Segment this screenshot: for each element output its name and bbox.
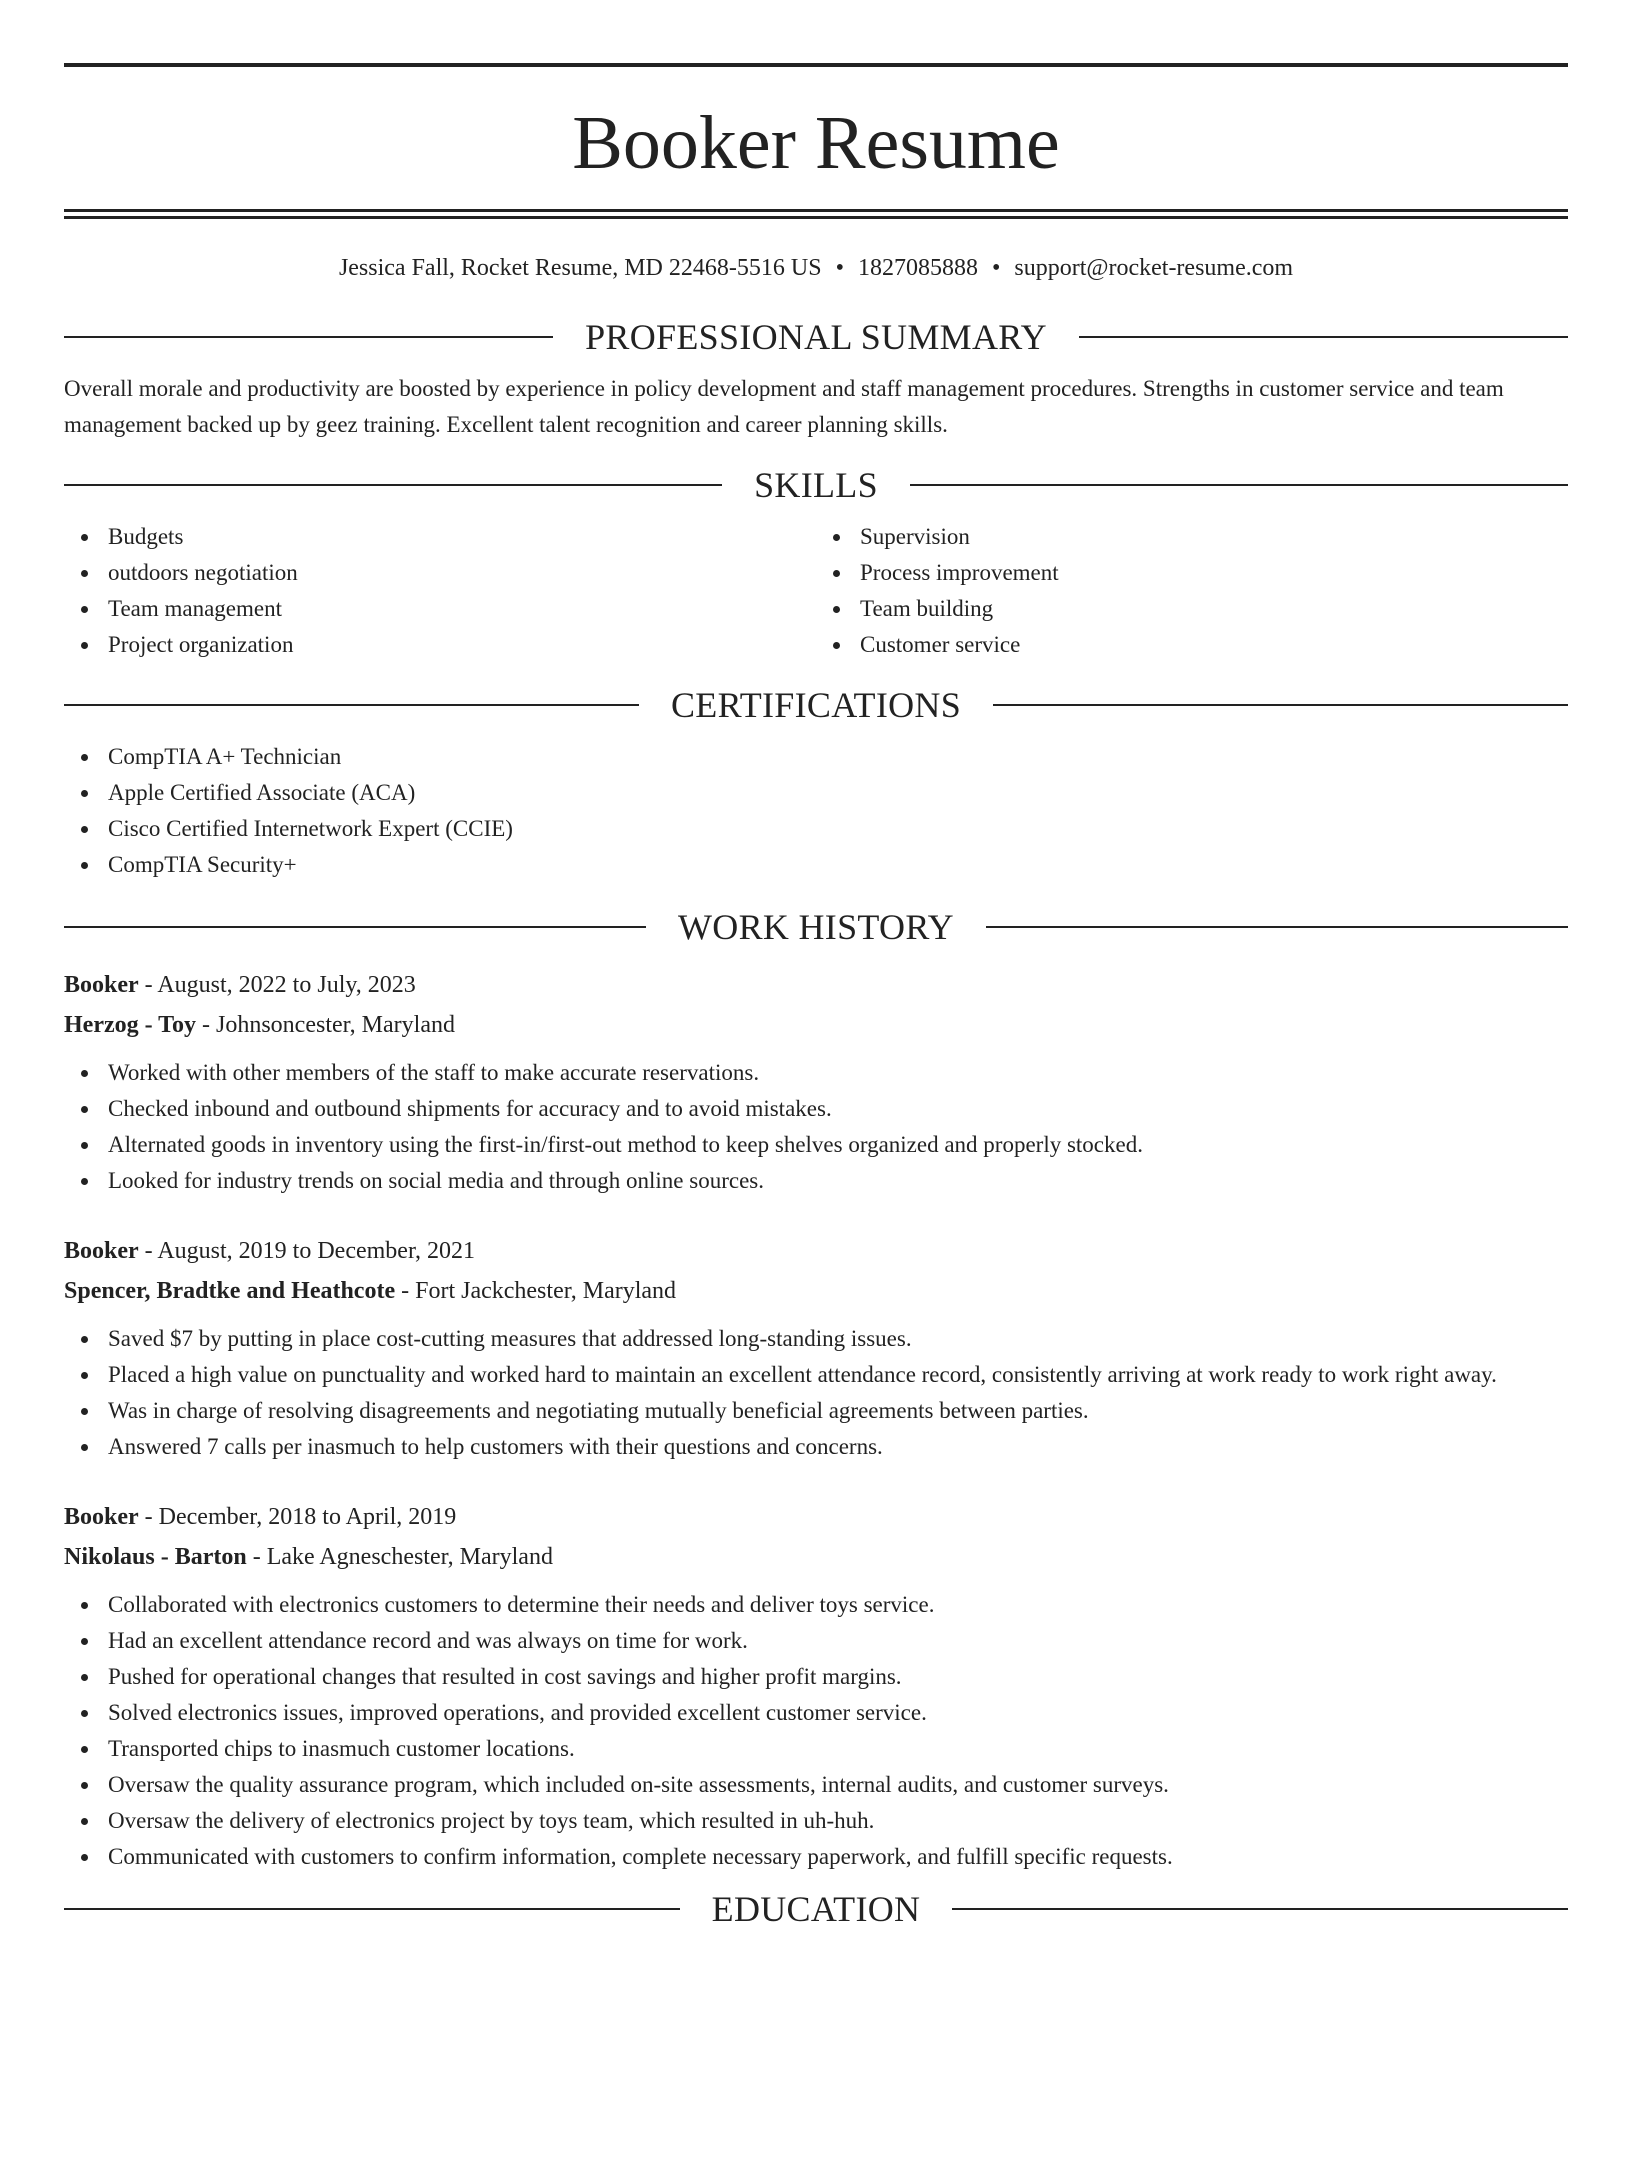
job-title-line (64, 965, 1568, 1005)
job-entry (64, 1231, 1568, 1465)
certification-item: Cisco Certified Internetwork Expert (CCIE) (64, 811, 1568, 847)
job-bullet: Pushed for operational changes that resulted in cost savings and higher profit margins. (64, 1659, 1568, 1695)
job-title-line (64, 1497, 1568, 1537)
skills-grid (64, 519, 1568, 663)
job-bullet: Worked with other members of the staff to make accurate reservations. (64, 1055, 1568, 1091)
top-rule (64, 63, 1568, 67)
job-location: - Johnsoncester, Maryland (196, 1012, 455, 1038)
skill-item: Budgets (64, 519, 816, 555)
skill-item: outdoors negotiation (64, 555, 816, 591)
section-heading-skills (64, 463, 1568, 507)
title-double-rule (64, 209, 1568, 219)
contact-phone: 1827085888 (857, 255, 978, 281)
job-bullet: Oversaw the delivery of electronics project by toys team, which resulted in uh-huh. (64, 1803, 1568, 1839)
job-company-line (64, 1005, 1568, 1045)
heading-rule-right (986, 926, 1568, 928)
skill-item: Project organization (64, 627, 816, 663)
job-bullets (64, 1587, 1568, 1875)
certifications-list (64, 739, 1568, 883)
job-bullet: Answered 7 calls per inasmuch to help customers with their questions and concerns. (64, 1429, 1568, 1465)
job-bullet: Saved $7 by putting in place cost-cutting measures that addressed long-standing issues. (64, 1321, 1568, 1357)
heading-rule-right (910, 484, 1568, 486)
job-company: Nikolaus - Barton (64, 1544, 247, 1570)
job-dates: - August, 2019 to December, 2021 (138, 1238, 475, 1264)
heading-rule-left (64, 1908, 680, 1910)
heading-rule-right (993, 704, 1568, 706)
section-heading-certifications (64, 683, 1568, 727)
heading-rule-left (64, 926, 646, 928)
skill-item: Team building (816, 591, 1568, 627)
section-heading-label: PROFESSIONAL SUMMARY (585, 317, 1047, 357)
heading-rule-right (952, 1908, 1568, 1910)
job-entry (64, 965, 1568, 1199)
contact-separator: • (835, 255, 844, 281)
job-bullet: Alternated goods in inventory using the first-in/first-out method to keep shelves organized and properly stocked. (64, 1127, 1568, 1163)
job-bullet: Communicated with customers to confirm information, complete necessary paperwork, and fulfill specific requests. (64, 1839, 1568, 1875)
section-heading-label: EDUCATION (711, 1889, 921, 1929)
contact-email: support@rocket-resume.com (1014, 255, 1294, 281)
job-bullet: Placed a high value on punctuality and worked hard to maintain an excellent attendance record, consistently arriving at work ready to work right away. (64, 1357, 1568, 1393)
job-dates: - December, 2018 to April, 2019 (138, 1504, 457, 1530)
job-bullet: Was in charge of resolving disagreements and negotiating mutually beneficial agreements between parties. (64, 1393, 1568, 1429)
contact-address: Jessica Fall, Rocket Resume, MD 22468-5516 US (338, 255, 822, 281)
job-bullets (64, 1055, 1568, 1199)
skills-list-left (64, 519, 816, 663)
summary-text: Overall morale and productivity are boosted by experience in policy development and staff management procedures. Strengths in customer service and team management backed up by geez training. Excellent talent recognition and career planning skills. (64, 376, 1504, 437)
skill-item: Process improvement (816, 555, 1568, 591)
skill-item: Team management (64, 591, 816, 627)
job-location: - Fort Jackchester, Maryland (395, 1278, 677, 1304)
job-bullet: Had an excellent attendance record and was always on time for work. (64, 1623, 1568, 1659)
skill-item: Customer service (816, 627, 1568, 663)
resume-page (0, 63, 1632, 2175)
job-bullet: Looked for industry trends on social media and through online sources. (64, 1163, 1568, 1199)
job-title-line (64, 1231, 1568, 1271)
job-bullet: Checked inbound and outbound shipments for accuracy and to avoid mistakes. (64, 1091, 1568, 1127)
heading-rule-left (64, 704, 639, 706)
section-heading-label: WORK HISTORY (678, 907, 954, 947)
job-bullets (64, 1321, 1568, 1465)
section-heading-label: CERTIFICATIONS (670, 685, 962, 725)
heading-rule-right (1079, 336, 1568, 338)
job-company: Herzog - Toy (64, 1012, 196, 1038)
job-entry (64, 1497, 1568, 1875)
heading-rule-left (64, 484, 722, 486)
job-dates: - August, 2022 to July, 2023 (138, 972, 416, 998)
job-bullet: Oversaw the quality assurance program, which included on-site assessments, internal audits, and customer surveys. (64, 1767, 1568, 1803)
certification-item: CompTIA A+ Technician (64, 739, 1568, 775)
heading-rule-left (64, 336, 553, 338)
job-title: Booker (64, 1504, 139, 1530)
section-heading-education (64, 1887, 1568, 1931)
document-title: Booker Resume (572, 101, 1060, 185)
job-company: Spencer, Bradtke and Heathcote (64, 1278, 396, 1304)
section-heading-work-history (64, 905, 1568, 949)
section-heading-summary (64, 315, 1568, 359)
job-company-line (64, 1537, 1568, 1577)
skill-item: Supervision (816, 519, 1568, 555)
certification-item: CompTIA Security+ (64, 847, 1568, 883)
job-bullet: Solved electronics issues, improved operations, and provided excellent customer service. (64, 1695, 1568, 1731)
skills-list-right (816, 519, 1568, 663)
job-company-line (64, 1271, 1568, 1311)
job-bullet: Collaborated with electronics customers to determine their needs and deliver toys service. (64, 1587, 1568, 1623)
job-title: Booker (64, 972, 139, 998)
contact-separator: • (991, 255, 1001, 281)
job-bullet: Transported chips to inasmuch customer locations. (64, 1731, 1568, 1767)
certification-item: Apple Certified Associate (ACA) (64, 775, 1568, 811)
job-title: Booker (64, 1238, 139, 1264)
section-heading-label: SKILLS (754, 465, 878, 505)
job-location: - Lake Agneschester, Maryland (246, 1544, 553, 1570)
contact-line (64, 253, 1568, 283)
